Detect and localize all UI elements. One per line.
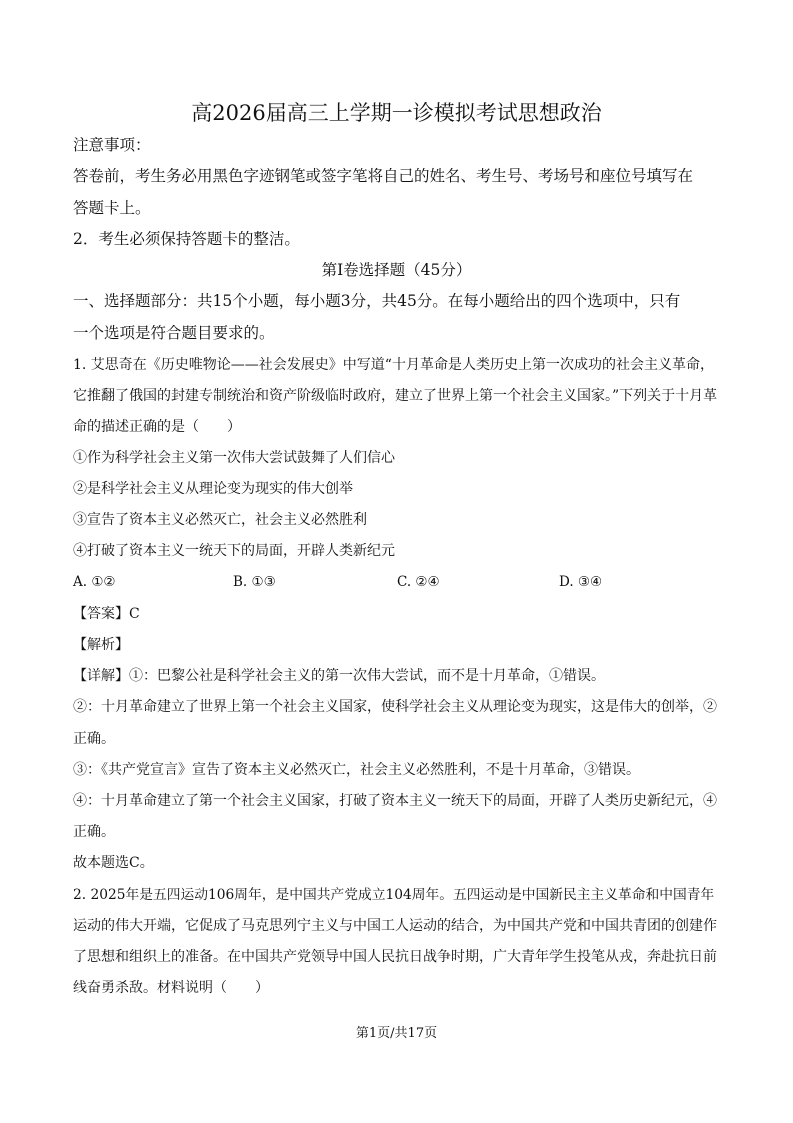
- section-title: 第Ⅰ卷选择题（45分）: [321, 261, 472, 279]
- question-stem: 1. 艾思奇在《历史唯物论——社会发展史》中写道“十月革命是人类历史上第一次成功的社会主义革命，: [73, 357, 714, 373]
- page-footer: 第1页/共17页: [355, 1026, 438, 1041]
- notice-heading: 注意事项：: [73, 136, 151, 154]
- section-intro: 一、选择题部分：共15个小题，每小题3分，共45分。在每小题给出的四个选项中，只有: [73, 292, 681, 310]
- question-stem: 线奋勇杀敌。材料说明（ ）: [73, 980, 269, 996]
- detail-line: 正确。: [73, 824, 115, 840]
- answer-label: 【答案】C: [73, 606, 140, 622]
- question-item: ②是科学社会主义从理论变为现实的伟大创举: [73, 481, 353, 497]
- notice-line: 答题卡上。: [73, 199, 151, 217]
- question-item: ③宣告了资本主义必然灭亡，社会主义必然胜利: [73, 512, 367, 528]
- question-stem: 2. 2025年是五四运动106周年，是中国共产党成立104周年。五四运动是中国新民主主义革命和中国青年: [73, 887, 715, 903]
- question-stem: 命的描述正确的是（ ）: [73, 419, 241, 435]
- question-item: ①作为科学社会主义第一次伟大尝试鼓舞了人们信心: [73, 450, 395, 466]
- notice-line: 答卷前，考生务必用黑色字迹钢笔或签字笔将自己的姓名、考生号、考场号和座位号填写在: [73, 167, 694, 185]
- detail-line: ④：十月革命建立了第一个社会主义国家，打破了资本主义一统天下的局面，开辟了人类历史新纪元，④: [73, 793, 717, 809]
- detail-line: ③：《共产党宣言》宣告了资本主义必然灭亡，社会主义必然胜利，不是十月革命，③错误。: [73, 762, 640, 778]
- detail-line: 正确。: [73, 731, 115, 747]
- question-stem: 了思想和组织上的准备。在中国共产党领导中国人民抗日战争时期，广大青年学生投笔从戎，奔赴抗日前: [73, 949, 717, 965]
- question-stem: 运动的伟大开端，它促成了马克思列宁主义与中国工人运动的结合，为中国共产党和中国共青团的创建作: [73, 918, 717, 934]
- option-c: C. ②④: [397, 574, 440, 590]
- conclusion-line: 故本题选C。: [73, 855, 154, 871]
- question-item: ④打破了资本主义一统天下的局面，开辟人类新纪元: [73, 543, 395, 559]
- option-a: A. ①②: [73, 574, 116, 590]
- detail-line: ②：十月革命建立了世界上第一个社会主义国家，使科学社会主义从理论变为现实，这是伟大的创举，②: [73, 699, 717, 715]
- detail-line: 【详解】①：巴黎公社是科学社会主义的第一次伟大尝试，而不是十月革命，①错误。: [73, 668, 605, 684]
- section-intro: 一个选项是符合题目要求的。: [73, 324, 275, 342]
- exam-title: 高2026届高三上学期一诊模拟考试思想政治: [191, 101, 602, 125]
- option-d: D. ③④: [559, 574, 603, 590]
- question-stem: 它推翻了俄国的封建专制统治和资产阶级临时政府，建立了世界上第一个社会主义国家。”下列关于十月革: [73, 388, 718, 404]
- notice-line: 2．考生必须保持答题卡的整洁。: [73, 230, 300, 248]
- analysis-label: 【解析】: [73, 637, 129, 653]
- option-b: B. ①③: [233, 574, 276, 590]
